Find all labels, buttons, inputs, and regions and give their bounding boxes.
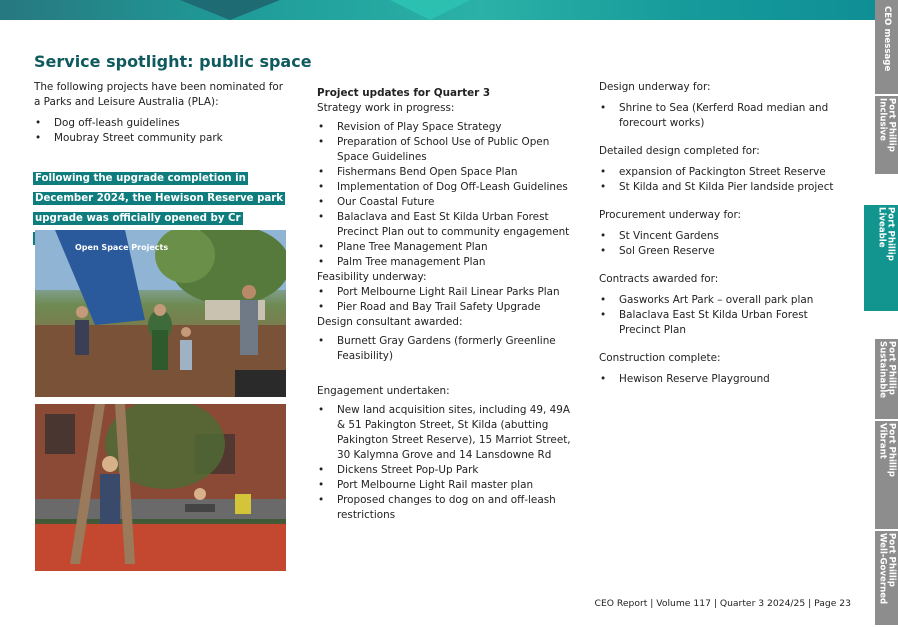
project-status-column: [599, 80, 849, 387]
tab-label: Sustainable: [877, 341, 888, 399]
band-shape: [180, 0, 280, 20]
feasibility-label: Feasibility underway:: [317, 271, 427, 283]
list-item: • Preparation of School Use of Public Open Space Guidelines: [317, 135, 577, 165]
design-list: [599, 101, 849, 131]
consultant-list: [317, 334, 577, 364]
list-item: • Fishermans Bend Open Space Plan: [317, 165, 577, 180]
intro-list: [34, 116, 289, 146]
playground-photo-swing: [35, 404, 286, 571]
list-item: • Port Melbourne Light Rail master plan: [317, 478, 577, 493]
tab-label: Vibrant: [877, 423, 888, 459]
project-updates-column: [317, 86, 577, 523]
intro-section: [34, 80, 289, 146]
list-item: • Sol Green Reserve: [599, 244, 849, 259]
list-item: • Our Coastal Future: [317, 195, 577, 210]
tab-inclusive-port-phillip[interactable]: [875, 96, 898, 176]
list-item: • Burnett Gray Gardens (formerly Greenline Feasibility): [317, 334, 577, 364]
tab-sustainable-port-phillip[interactable]: [875, 339, 898, 421]
construction-list: [599, 372, 849, 387]
strategy-label: Strategy work in progress:: [317, 102, 455, 114]
tab-label: Inclusive: [877, 98, 888, 141]
photo-sign-text: Open Space Projects: [75, 243, 169, 252]
engagement-label: Engagement undertaken:: [317, 385, 450, 397]
list-item: • Balaclava and East St Kilda Urban Forest Precinct Plan out to community engagement: [317, 210, 577, 240]
tab-label: Port Phillip: [886, 98, 897, 152]
consultant-label: Design consultant awarded:: [317, 316, 463, 328]
highlight-text: Following the upgrade completion in December 2024, the Hewison Reserve park upgrade was officially opened by Cr: [33, 172, 285, 245]
engagement-list: [317, 403, 577, 523]
playground-photo-opening: [35, 230, 286, 397]
feasibility-list: [317, 285, 577, 315]
tab-label: Port Phillip: [885, 207, 896, 261]
tab-ceo-message[interactable]: [875, 0, 898, 96]
tab-label: Well-Governed: [877, 533, 888, 605]
tab-label: CEO message: [882, 6, 892, 72]
list-item: • St Vincent Gardens: [599, 229, 849, 244]
page-footer: CEO Report | Volume 117 | Quarter 3 2024/25 | Page 23: [594, 598, 851, 609]
list-item: • Shrine to Sea (Kerferd Road median and forecourt works): [599, 101, 849, 131]
list-item: • Proposed changes to dog on and off-leash restrictions: [317, 493, 577, 523]
list-item: • Plane Tree Management Plan: [317, 240, 577, 255]
list-item: • Pier Road and Bay Trail Safety Upgrade: [317, 300, 577, 315]
list-item: • Moubray Street community park: [34, 131, 289, 146]
tab-label: Port Phillip: [886, 423, 897, 477]
list-item: • Revision of Play Space Strategy: [317, 120, 577, 135]
list-item: • New land acquisition sites, including 49, 49A & 51 Pakington Street, St Kilda (abutting Pakington Street Reserve), 15 Marriot Street, 30 Kalymna Grove and 14 Lansdowne Rd: [317, 403, 577, 463]
tab-liveable-port-phillip[interactable]: [864, 205, 898, 313]
page-heading: Service spotlight: public space: [34, 52, 312, 71]
side-navigation-tabs: [875, 0, 898, 627]
list-item: • Implementation of Dog Off-Leash Guidelines: [317, 180, 577, 195]
tab-label: Liveable: [876, 207, 887, 248]
design-label: Design underway for:: [599, 81, 711, 93]
list-item: • St Kilda and St Kilda Pier landside project: [599, 180, 849, 195]
list-item: • Port Melbourne Light Rail Linear Parks Plan: [317, 285, 577, 300]
top-decorative-band: [0, 0, 875, 20]
contracts-label: Contracts awarded for:: [599, 273, 719, 285]
list-item: • Dog off-leash guidelines: [34, 116, 289, 131]
list-item: • Gasworks Art Park – overall park plan: [599, 293, 849, 308]
strategy-list: [317, 120, 577, 270]
photo-illustration: [35, 404, 286, 571]
tab-vibrant-port-phillip[interactable]: [875, 421, 898, 531]
list-item: • Dickens Street Pop-Up Park: [317, 463, 577, 478]
list-item: • Hewison Reserve Playground: [599, 372, 849, 387]
tab-label: Port Phillip: [886, 341, 897, 395]
detailed-label: Detailed design completed for:: [599, 145, 760, 157]
contracts-list: [599, 293, 849, 338]
tab-label: Port Phillip: [886, 533, 897, 587]
band-shape: [390, 0, 470, 20]
procurement-label: Procurement underway for:: [599, 209, 742, 221]
updates-title: Project updates for Quarter 3: [317, 87, 491, 99]
list-item: • expansion of Packington Street Reserve: [599, 165, 849, 180]
procurement-list: [599, 229, 849, 259]
list-item: • Palm Tree management Plan: [317, 255, 577, 270]
intro-text: The following projects have been nominated for a Parks and Leisure Australia (PLA):: [34, 81, 284, 108]
tab-well-governed-port-phillip[interactable]: [875, 531, 898, 627]
construction-label: Construction complete:: [599, 352, 721, 364]
photo-illustration: [35, 230, 286, 397]
detailed-list: [599, 165, 849, 195]
list-item: • Balaclava East St Kilda Urban Forest Precinct Plan: [599, 308, 849, 338]
